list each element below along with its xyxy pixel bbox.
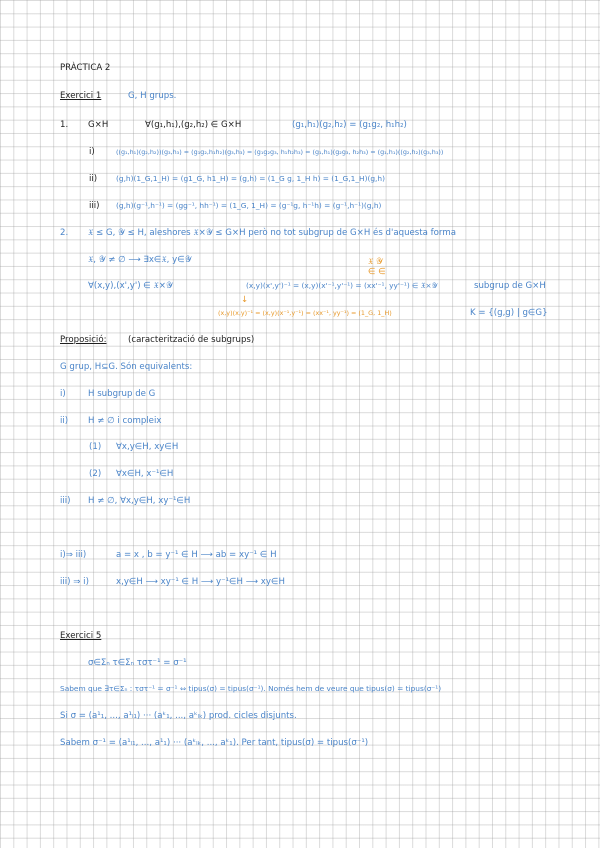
item1-set: G×H (88, 120, 109, 130)
proof2-text: x,y∈H ⟶ xy⁻¹ ∈ H ⟶ y⁻¹∈H ⟶ xy∈H (116, 577, 285, 587)
item2-nonempty: 𝔛, 𝒴 ≠ ∅ ⟶ ∃x∈𝔛, y∈𝒴 (88, 255, 192, 265)
orange-identity-calc: (x,y)(x,y)⁻¹ = (x,y)(x⁻¹,y⁻¹) = (xx⁻¹, yy⁻¹) = (1_G, 1_H) (218, 309, 392, 317)
proof2-label: iii) ⇒ i) (60, 577, 89, 587)
condition-ii-text: H ≠ ∅ i compleix (88, 416, 162, 426)
identity-label: ii) (89, 174, 98, 184)
condition-ii-label: ii) (60, 416, 69, 426)
exercici5-line1: Sabem que ∃τ∈Σₙ : τστ⁻¹ = σ⁻¹ ⇔ tipus(σ) = tipus(σ⁻¹). Només hem de veure que tipus(σ) = tipus(σ⁻¹) (60, 684, 442, 693)
associativity-proof: ((g₁,h₁)(g₂,h₂))(g₃,h₃) = (g₁g₂,h₁h₂)(g₃,h₃) = (g₁g₂g₃, h₁h₂h₃) = (g₁,h₁)(g₂g₃, h₂h₃) = (g₁,h₁)((g₂,h₂)(g₃,h₃)) (116, 148, 444, 156)
condition-ii1-text: ∀x,y∈H, xy∈H (116, 442, 179, 452)
condition-ii2-text: ∀x∈H, x⁻¹∈H (116, 469, 174, 479)
inverse-proof: (g,h)(g⁻¹,h⁻¹) = (gg⁻¹, hh⁻¹) = (1_G, 1_H) = (g⁻¹g, h⁻¹h) = (g⁻¹,h⁻¹)(g,h) (116, 201, 382, 210)
orange-sets-note: 𝔛 𝒴 (368, 257, 383, 267)
proposicio-subtitle: (caracterització de subgrups) (128, 335, 255, 345)
proof1-text: a = x , b = y⁻¹ ∈ H ⟶ ab = xy⁻¹ ∈ H (116, 550, 277, 560)
exercici1-heading: Exercici 1 (60, 91, 102, 101)
exercici5-line3: Sabem σ⁻¹ = (a¹ₗ₁, ..., a¹₁) ··· (aᵏₗₖ, ..., aᵏ₁). Per tant, tipus(σ) = tipus(σ⁻¹) (60, 738, 369, 748)
item1-number: 1. (60, 120, 69, 130)
proof1-label: i)⇒ iii) (60, 550, 87, 560)
orange-arrow: ↓ (241, 295, 249, 305)
exercici5-line2: Si σ = (a¹₁, ..., a¹ₗ₁) ··· (aᵏ₁, ..., aᵏₗₖ) prod. cicles disjunts. (60, 711, 297, 721)
condition-i-text: H subgrup de G (88, 389, 156, 399)
k-definition: K = {(g,g) | g∈G} (470, 308, 548, 318)
inverse-label: iii) (89, 201, 100, 211)
exercici1-groups: G, H grups. (128, 91, 177, 101)
condition-ii2-label: (2) (89, 469, 102, 479)
orange-membership-note: ∈ ∈ (368, 267, 386, 277)
associativity-label: i) (89, 147, 95, 157)
proposicio-heading: Proposició: (60, 335, 107, 345)
condition-iii-text: H ≠ ∅, ∀x,y∈H, xy⁻¹∈H (88, 496, 191, 506)
page-title: PRÀCTICA 2 (60, 63, 111, 73)
condition-iii-label: iii) (60, 496, 71, 506)
condition-i-label: i) (60, 389, 66, 399)
proposicio-intro: G grup, H⊆G. Són equivalents: (60, 362, 193, 372)
item1-definition: ∀(g₁,h₁),(g₂,h₂) ∈ G×H (145, 120, 242, 130)
item2-statement: 𝔛 ≤ G, 𝒴 ≤ H, aleshores 𝔛×𝒴 ≤ G×H però no tot subgrup de G×H és d'aquesta forma (88, 228, 456, 238)
item2-number: 2. (60, 228, 69, 238)
exercici5-statement: σ∈Σₙ τ∈Σₙ τστ⁻¹ = σ⁻¹ (88, 658, 187, 668)
item2-forall: ∀(x,y),(x',y') ∈ 𝔛×𝒴 (88, 281, 173, 291)
exercici5-heading: Exercici 5 (60, 631, 102, 641)
item2-calculation: (x,y)(x',y')⁻¹ = (x,y)(x'⁻¹,y'⁻¹) = (xx'⁻¹, yy'⁻¹) ∈ 𝔛×𝒴 (246, 281, 438, 290)
item1-operation: (g₁,h₁)(g₂,h₂) = (g₁g₂, h₁h₂) (292, 120, 407, 130)
condition-ii1-label: (1) (89, 442, 102, 452)
item2-subgrup-note: subgrup de G×H (474, 281, 546, 291)
identity-proof: (g,h)(1_G,1_H) = (g1_G, h1_H) = (g,h) = (1_G g, 1_H h) = (1_G,1_H)(g,h) (116, 174, 385, 183)
